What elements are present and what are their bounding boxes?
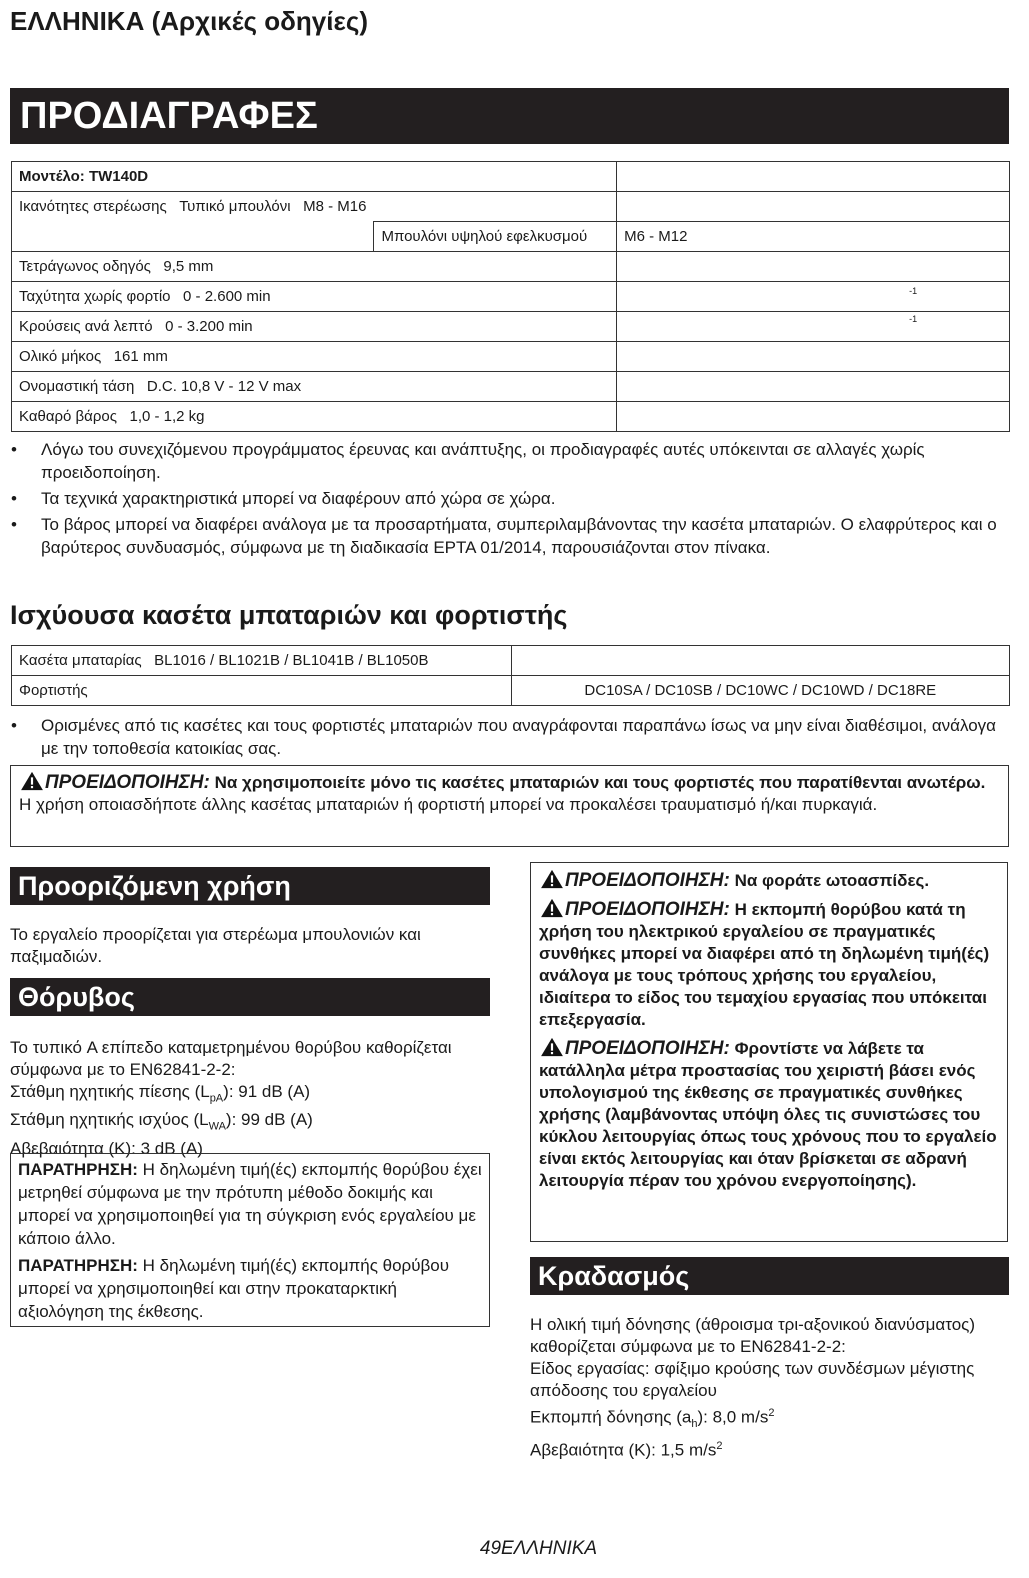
warning-bold-text: Να χρησιμοποιείτε μόνο τις κασέτες μπαταριών και τους φορτιστές που παρατίθενται ανωτέρω. xyxy=(214,773,986,792)
high-tensile-label-cell: Μπουλόνι υψηλού εφελκυσμού xyxy=(374,222,617,252)
net-weight-cell: Καθαρό βάρος 1,0 - 1,2 kg xyxy=(12,402,617,432)
operator-protection-warning: ΠΡΟΕΙΔΟΠΟΙΗΣΗ: Φροντίστε να λάβετε τα κατάλληλα μέτρα προστασίας του χειριστή βάσει ενός υπολογισμού της έκθεσης σε πραγματικές συνθήκες χρήσης (λαμβάνοντας υπόψη όλες τις συνιστώσες του κύκλου λειτουργίας όπως τους χρόνους που το εργαλείο είναι εκτός λειτουργίας και όταν βρίσκεται σε αδρανή λειτουργία πέραν του χρόνου ενεργοποίησης). xyxy=(539,1038,997,1190)
table-cell xyxy=(617,342,1010,372)
noise-intro: Το τυπικό A επίπεδο καταμετρημένου θορύβου καθορίζεται σύμφωνα με το EN62841-2-2: xyxy=(10,1038,452,1079)
noise-uncertainty: Αβεβαιότητα (K): 3 dB (A) xyxy=(10,1138,203,1158)
impacts-cell: Κρούσεις ανά λεπτό 0 - 3.200 min xyxy=(12,312,617,342)
table-cell xyxy=(617,252,1010,282)
page-number: 49ΕΛΛΗΝΙΚΑ xyxy=(479,1538,598,1559)
table-row xyxy=(12,402,1010,432)
table-cell: -1 xyxy=(617,282,1010,312)
warning-triangle-icon xyxy=(19,771,45,791)
warning-triangle-icon xyxy=(539,869,565,889)
noise-note-1: ΠΑΡΑΤΗΡΗΣΗ: Η δηλωμένη τιμή(ές) εκπομπής θορύβου έχει μετρηθεί σύμφωνα με την πρότυπη μέθοδο δοκιμής και μπορεί να χρησιμοποιηθεί για τη σύγκριση ενός εργαλείου με κάποιο άλλο. xyxy=(18,1160,482,1248)
no-load-speed-cell: Ταχύτητα χωρίς φορτίο 0 - 2.600 min xyxy=(12,282,617,312)
noise-note-box xyxy=(10,1153,490,1327)
specifications-title: ΠΡΟΔΙΑΓΡΑΦΕΣ xyxy=(10,88,1009,144)
charger-label-cell: Φορτιστής xyxy=(12,676,512,706)
ear-protection-warning: ΠΡΟΕΙΔΟΠΟΙΗΣΗ: Να φοράτε ωτοασπίδες. xyxy=(539,869,999,892)
rated-voltage-cell: Ονομαστική τάση D.C. 10,8 V - 12 V max xyxy=(12,372,617,402)
table-row xyxy=(12,252,1010,282)
table-row xyxy=(12,372,1010,402)
warning-triangle-icon xyxy=(539,898,565,918)
battery-warning-box xyxy=(10,765,1009,847)
vibration-intro: Η ολική τιμή δόνησης (άθροισμα τρι-αξονικού διανύσματος) καθορίζεται σύμφωνα με το EN62841-2-2: xyxy=(530,1315,976,1356)
charger-value-cell: DC10SA / DC10SB / DC10WC / DC10WD / DC18RE xyxy=(511,676,1009,706)
battery-section-title: Ισχύουσα κασέτα μπαταριών και φορτιστής xyxy=(10,600,568,630)
specifications-notes xyxy=(11,438,1010,562)
table-cell xyxy=(617,192,1010,222)
noise-warnings-box xyxy=(530,862,1008,1242)
noise-title: Θόρυβος xyxy=(10,978,490,1016)
warning-text: Η χρήση οποιασδήποτε άλλης κασέτας μπαταριών ή φορτιστή μπορεί να προκαλέσει τραυματισμό ή/και πυρκαγιά. xyxy=(19,795,878,814)
fastening-label-cell: Ικανότητες στερέωσης Τυπικό μπουλόνι M8 - M16 xyxy=(12,192,374,252)
sound-power-level: Στάθμη ηχητικής ισχύος $(L_{WA})$: 99 dB (A) xyxy=(10,1110,313,1133)
model-cell: Μοντέλο: TW140D xyxy=(12,162,617,192)
table-cell xyxy=(511,646,1009,676)
noise-emission-warning: ΠΡΟΕΙΔΟΠΟΙΗΣΗ: Η εκπομπή θορύβου κατά τη χρήση του ηλεκτρικού εργαλείου σε πραγματικές συνθήκες μπορεί να διαφέρει από τη δηλωμένη τιμή(ές) ανάλογα με τους τρόπους χρήσης του εργαλείου, ιδιαίτερα το είδος του τεμαχίου εργασίας που υπόκειται επεξεργασία. xyxy=(539,899,990,1029)
vibration-emission: Εκπομπή δόνησης $(a_h)$: 8,0 $m/s^2$ xyxy=(530,1407,775,1431)
list-item: • Ορισμένες από τις κασέτες και τους φορτιστές μπαταριών που αναγράφονται παραπάνω ίσως να μην είναι διαθέσιμοι, ανάλογα με την τοποθεσία κατοικίας σας. xyxy=(11,714,1010,760)
table-row xyxy=(12,646,1010,676)
table-cell: -1 xyxy=(617,312,1010,342)
table-cell xyxy=(374,192,617,222)
table-row xyxy=(12,342,1010,372)
list-item: • Το βάρος μπορεί να διαφέρει ανάλογα με τα προσαρτήματα, συμπεριλαμβάνοντας την κασέτα μπαταριών. Ο ελαφρύτερος και ο βαρύτερος συνδυασμός, σύμφωνα με τη διαδικασία EPTA 01/2014, παρουσιάζονται στον πίνακα. xyxy=(11,513,1010,559)
battery-cartridge-cell: Κασέτα μπαταρίας BL1016 / BL1021B / BL1041B / BL1050B xyxy=(12,646,512,676)
list-item: • Λόγω του συνεχιζόμενου προγράμματος έρευνας και ανάπτυξης, οι προδιαγραφές αυτές υπόκεινται σε αλλαγές χωρίς προειδοποίηση. xyxy=(11,438,1010,484)
square-drive-cell: Τετράγωνος οδηγός 9,5 mm xyxy=(12,252,617,282)
vibration-details xyxy=(530,1314,1018,1462)
table-row xyxy=(12,312,1010,342)
table-cell xyxy=(617,372,1010,402)
list-item: • Τα τεχνικά χαρακτηριστικά μπορεί να διαφέρουν από χώρα σε χώρα. xyxy=(11,487,1010,510)
table-row xyxy=(12,192,1010,222)
high-tensile-value-cell: M6 - M12 xyxy=(617,222,1010,252)
specifications-table xyxy=(11,161,1010,432)
vibration-title: Κραδασμός xyxy=(530,1257,1009,1295)
intended-use-title: Προοριζόμενη χρήση xyxy=(10,867,490,905)
noise-details xyxy=(10,1037,490,1160)
battery-table xyxy=(11,645,1010,706)
work-mode: Είδος εργασίας: σφίξιμο κρούσης των συνδέσμων μέγιστης απόδοσης του εργαλείου xyxy=(530,1359,975,1400)
table-cell xyxy=(617,162,1010,192)
warning-label: ΠΡΟΕΙΔΟΠΟΙΗΣΗ: xyxy=(45,772,210,793)
overall-length-cell: Ολικό μήκος 161 mm xyxy=(12,342,617,372)
table-row xyxy=(12,282,1010,312)
vibration-uncertainty: Αβεβαιότητα (K): 1,5 $m/s^2$ xyxy=(530,1440,723,1460)
battery-notes xyxy=(11,714,1010,763)
warning-triangle-icon xyxy=(539,1037,565,1057)
table-cell xyxy=(617,402,1010,432)
table-row xyxy=(12,162,1010,192)
language-header: ΕΛΛΗΝΙΚΑ (Αρχικές οδηγίες) xyxy=(10,6,368,36)
noise-note-2: ΠΑΡΑΤΗΡΗΣΗ: Η δηλωμένη τιμή(ές) εκπομπής θορύβου μπορεί να χρησιμοποιηθεί και στην προκαταρκτική αξιολόγηση της έκθεσης. xyxy=(18,1256,450,1321)
intended-use-text: Το εργαλείο προορίζεται για στερέωμα μπουλονιών και παξιμαδιών. xyxy=(10,925,421,966)
table-row xyxy=(12,676,1010,706)
sound-pressure-level: Στάθμη ηχητικής πίεσης $(L_{pA})$: 91 dB (A) xyxy=(10,1082,311,1105)
